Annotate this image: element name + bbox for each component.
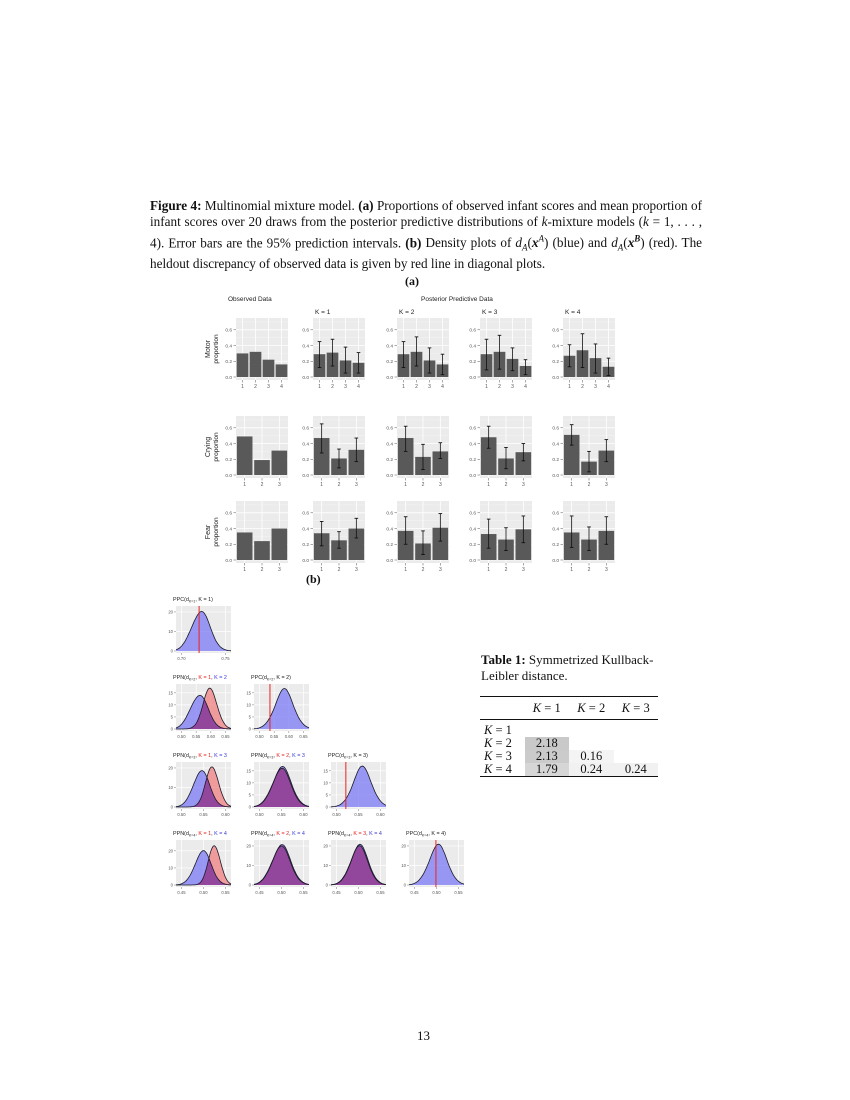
svg-text:0.4: 0.4 bbox=[469, 442, 476, 448]
svg-text:1: 1 bbox=[320, 482, 324, 488]
density-panel-ppn bbox=[246, 753, 309, 817]
caption-b-text: Density plots of $d_A(x^A)$ (blue) and $d_A(x^B)$ (red). The heldout discrepancy of observed data is given by red line in diagonal plots. bbox=[150, 233, 703, 271]
svg-text:0.4: 0.4 bbox=[225, 344, 232, 350]
svg-text:3: 3 bbox=[594, 384, 597, 390]
svg-text:0.2: 0.2 bbox=[225, 458, 232, 464]
svg-text:0.45: 0.45 bbox=[177, 890, 186, 895]
svg-text:0.60: 0.60 bbox=[376, 812, 385, 817]
svg-text:0.4: 0.4 bbox=[386, 344, 393, 350]
svg-text:0.60: 0.60 bbox=[284, 734, 293, 739]
bar-panel bbox=[552, 318, 615, 390]
svg-text:1: 1 bbox=[404, 567, 408, 573]
svg-text:0.6: 0.6 bbox=[552, 511, 559, 517]
svg-text:3: 3 bbox=[438, 567, 442, 573]
table-row bbox=[480, 720, 658, 738]
svg-text:0: 0 bbox=[248, 726, 251, 732]
svg-text:1: 1 bbox=[241, 384, 244, 390]
svg-text:2: 2 bbox=[421, 567, 425, 573]
svg-text:3: 3 bbox=[344, 384, 347, 390]
table-row-label: K = 1 bbox=[484, 723, 512, 737]
k-panel-title: K = 1 bbox=[315, 309, 331, 316]
bar-panel bbox=[386, 318, 449, 390]
svg-text:1: 1 bbox=[568, 384, 571, 390]
svg-text:3: 3 bbox=[521, 482, 525, 488]
bar-panel bbox=[552, 501, 615, 573]
svg-text:0.55: 0.55 bbox=[199, 812, 208, 817]
svg-text:0.2: 0.2 bbox=[386, 360, 393, 366]
svg-text:0.4: 0.4 bbox=[552, 344, 559, 350]
svg-text:1: 1 bbox=[318, 384, 321, 390]
svg-text:0.2: 0.2 bbox=[386, 543, 393, 549]
svg-text:2: 2 bbox=[504, 482, 508, 488]
table-header-row bbox=[480, 697, 658, 720]
svg-text:0.6: 0.6 bbox=[469, 328, 476, 334]
svg-text:0.55: 0.55 bbox=[192, 734, 201, 739]
svg-text:proportion: proportion bbox=[213, 517, 220, 547]
svg-text:0.6: 0.6 bbox=[225, 511, 232, 517]
svg-text:20: 20 bbox=[323, 843, 328, 849]
svg-text:0.4: 0.4 bbox=[386, 527, 393, 533]
svg-text:0.75: 0.75 bbox=[221, 656, 230, 661]
caption-a-label: (a) bbox=[358, 198, 374, 213]
svg-text:1: 1 bbox=[485, 384, 488, 390]
svg-text:0.4: 0.4 bbox=[469, 344, 476, 350]
svg-text:0: 0 bbox=[248, 882, 251, 888]
svg-text:0.50: 0.50 bbox=[332, 812, 341, 817]
table-cell: 2.18 bbox=[525, 737, 570, 750]
svg-text:0.2: 0.2 bbox=[552, 458, 559, 464]
svg-text:proportion: proportion bbox=[213, 432, 220, 462]
svg-text:10: 10 bbox=[246, 702, 251, 708]
bar bbox=[237, 353, 249, 377]
svg-text:2: 2 bbox=[260, 482, 264, 488]
svg-text:0.0: 0.0 bbox=[469, 473, 476, 479]
table-row-label: K = 4 bbox=[484, 762, 512, 776]
svg-text:10: 10 bbox=[401, 862, 406, 868]
svg-text:2: 2 bbox=[581, 384, 584, 390]
svg-text:0.2: 0.2 bbox=[469, 543, 476, 549]
table-title: Symmetrized Kullback-Leibler distance. bbox=[481, 652, 654, 683]
svg-text:0.50: 0.50 bbox=[177, 734, 186, 739]
svg-text:2: 2 bbox=[254, 384, 257, 390]
svg-text:4: 4 bbox=[280, 384, 283, 390]
svg-text:0.4: 0.4 bbox=[225, 442, 232, 448]
svg-text:Crying: Crying bbox=[205, 436, 212, 458]
row-label-crying bbox=[205, 432, 220, 462]
svg-text:0.50: 0.50 bbox=[354, 890, 363, 895]
svg-text:Motor: Motor bbox=[205, 340, 212, 358]
svg-text:0: 0 bbox=[403, 882, 406, 888]
table-cell bbox=[569, 720, 614, 738]
svg-text:0.4: 0.4 bbox=[386, 442, 393, 448]
svg-text:0.0: 0.0 bbox=[386, 375, 393, 381]
svg-text:4: 4 bbox=[357, 384, 360, 390]
kl-distance-table bbox=[480, 696, 658, 777]
svg-text:0.60: 0.60 bbox=[206, 734, 215, 739]
table-label: Table 1: bbox=[481, 652, 526, 667]
svg-text:0.0: 0.0 bbox=[302, 375, 309, 381]
svg-text:0: 0 bbox=[170, 726, 173, 732]
svg-text:3: 3 bbox=[521, 567, 525, 573]
svg-text:2: 2 bbox=[331, 384, 334, 390]
svg-text:0.4: 0.4 bbox=[469, 527, 476, 533]
svg-text:0.6: 0.6 bbox=[469, 511, 476, 517]
svg-text:20: 20 bbox=[168, 609, 173, 615]
svg-text:2: 2 bbox=[260, 567, 264, 573]
svg-text:3: 3 bbox=[438, 482, 442, 488]
density-panel-ppn bbox=[168, 753, 231, 817]
svg-text:0.0: 0.0 bbox=[552, 558, 559, 564]
svg-text:0.50: 0.50 bbox=[432, 890, 441, 895]
svg-text:0.4: 0.4 bbox=[302, 527, 309, 533]
svg-text:20: 20 bbox=[246, 843, 251, 849]
svg-text:0.2: 0.2 bbox=[552, 360, 559, 366]
svg-text:0.50: 0.50 bbox=[177, 812, 186, 817]
svg-text:0.4: 0.4 bbox=[225, 527, 232, 533]
svg-text:0.50: 0.50 bbox=[199, 890, 208, 895]
density-panel-ppn bbox=[246, 831, 309, 895]
table-row bbox=[480, 763, 658, 777]
svg-text:0.6: 0.6 bbox=[386, 511, 393, 517]
density-panel-ppn bbox=[323, 831, 386, 895]
svg-text:0.2: 0.2 bbox=[302, 543, 309, 549]
svg-text:0.50: 0.50 bbox=[255, 734, 264, 739]
svg-text:1: 1 bbox=[404, 482, 408, 488]
svg-text:5: 5 bbox=[248, 792, 251, 798]
svg-text:0.2: 0.2 bbox=[386, 458, 393, 464]
posterior-predictive-title: Posterior Predictive Data bbox=[421, 296, 493, 303]
bar-panel bbox=[552, 416, 615, 488]
svg-text:1: 1 bbox=[570, 482, 574, 488]
svg-text:0.2: 0.2 bbox=[469, 458, 476, 464]
svg-text:0.4: 0.4 bbox=[302, 344, 309, 350]
svg-text:0.0: 0.0 bbox=[552, 375, 559, 381]
table-row-label: K = 3 bbox=[484, 749, 512, 763]
row-label-motor bbox=[205, 334, 220, 364]
density-panel-ppn bbox=[168, 675, 231, 739]
bar bbox=[254, 460, 270, 475]
svg-text:20: 20 bbox=[401, 843, 406, 849]
svg-text:3: 3 bbox=[604, 482, 608, 488]
bar-panel bbox=[469, 416, 532, 488]
svg-text:1: 1 bbox=[487, 482, 491, 488]
svg-text:0.55: 0.55 bbox=[299, 890, 308, 895]
density-panel-title: $PPN(d_{K=3}$, K = 1, K = 3 bbox=[173, 753, 227, 760]
svg-text:0: 0 bbox=[170, 882, 173, 888]
density-panel-title: $PPC(d_{K=3}$, K = 3) bbox=[328, 753, 368, 760]
svg-text:0.0: 0.0 bbox=[469, 375, 476, 381]
svg-text:0.0: 0.0 bbox=[225, 375, 232, 381]
svg-text:0.6: 0.6 bbox=[302, 511, 309, 517]
svg-text:0.2: 0.2 bbox=[225, 543, 232, 549]
svg-text:0.65: 0.65 bbox=[299, 734, 308, 739]
svg-text:10: 10 bbox=[168, 865, 173, 871]
svg-text:0.50: 0.50 bbox=[277, 890, 286, 895]
svg-text:3: 3 bbox=[428, 384, 431, 390]
svg-text:0.45: 0.45 bbox=[332, 890, 341, 895]
svg-text:0.60: 0.60 bbox=[221, 812, 230, 817]
svg-text:0.55: 0.55 bbox=[270, 734, 279, 739]
table-cell bbox=[525, 720, 570, 738]
svg-text:0: 0 bbox=[325, 804, 328, 810]
svg-text:0.6: 0.6 bbox=[469, 426, 476, 432]
svg-text:3: 3 bbox=[511, 384, 514, 390]
table-cell: 2.13 bbox=[525, 750, 570, 763]
bar-panel bbox=[386, 416, 449, 488]
table-cell: 1.79 bbox=[525, 763, 570, 777]
svg-text:0.4: 0.4 bbox=[302, 442, 309, 448]
svg-text:0.55: 0.55 bbox=[454, 890, 463, 895]
svg-text:15: 15 bbox=[323, 768, 328, 774]
caption-a-text: Proportions of observed infant scores and mean proportion of infant scores over 20 draws from the posterior predictive distributions of k-mixture models (k = 1, . . . , 4). Error bars are the 95% prediction intervals. bbox=[150, 198, 703, 250]
svg-text:0.6: 0.6 bbox=[552, 426, 559, 432]
svg-text:0.0: 0.0 bbox=[225, 558, 232, 564]
table-caption bbox=[481, 652, 661, 684]
density-panel-title: $PPC(d_{K=1}$, K = 1) bbox=[173, 597, 213, 604]
svg-text:20: 20 bbox=[168, 765, 173, 771]
svg-text:3: 3 bbox=[604, 567, 608, 573]
subfigure-a-label: (a) bbox=[405, 274, 419, 288]
svg-text:0.0: 0.0 bbox=[302, 473, 309, 479]
svg-text:4: 4 bbox=[441, 384, 444, 390]
svg-text:10: 10 bbox=[246, 862, 251, 868]
svg-text:1: 1 bbox=[320, 567, 324, 573]
density-panel-ppc bbox=[401, 831, 464, 895]
bar bbox=[254, 541, 270, 560]
svg-text:3: 3 bbox=[354, 567, 358, 573]
subfigure-b-label: (b) bbox=[306, 572, 321, 586]
svg-text:1: 1 bbox=[243, 567, 247, 573]
svg-text:2: 2 bbox=[337, 567, 341, 573]
svg-text:0.6: 0.6 bbox=[552, 328, 559, 334]
bar-panel bbox=[302, 501, 365, 573]
svg-text:10: 10 bbox=[168, 784, 173, 790]
svg-text:10: 10 bbox=[323, 780, 328, 786]
svg-text:0.45: 0.45 bbox=[410, 890, 419, 895]
bar bbox=[272, 451, 288, 475]
bar-panel bbox=[386, 501, 449, 573]
density-panel-ppn bbox=[168, 831, 231, 895]
bar bbox=[250, 352, 262, 377]
svg-text:0.0: 0.0 bbox=[469, 558, 476, 564]
density-panel-ppc bbox=[323, 753, 386, 817]
table-col-header: K = 1 bbox=[532, 700, 561, 715]
svg-text:0.65: 0.65 bbox=[221, 734, 230, 739]
svg-text:15: 15 bbox=[168, 690, 173, 696]
bar-panel bbox=[469, 318, 532, 390]
k-panel-title: K = 2 bbox=[399, 309, 415, 316]
svg-text:0.2: 0.2 bbox=[552, 543, 559, 549]
svg-text:0.0: 0.0 bbox=[386, 473, 393, 479]
table-cell bbox=[614, 737, 659, 750]
svg-text:0.55: 0.55 bbox=[354, 812, 363, 817]
svg-text:0.6: 0.6 bbox=[225, 328, 232, 334]
svg-text:3: 3 bbox=[277, 482, 281, 488]
svg-text:10: 10 bbox=[168, 628, 173, 634]
svg-text:0.2: 0.2 bbox=[302, 458, 309, 464]
svg-text:2: 2 bbox=[337, 482, 341, 488]
table-cell: 0.16 bbox=[569, 750, 614, 763]
observed-data-title: Observed Data bbox=[228, 296, 272, 303]
svg-text:0.6: 0.6 bbox=[386, 328, 393, 334]
svg-text:5: 5 bbox=[170, 714, 173, 720]
table-col-header: K = 3 bbox=[621, 700, 650, 715]
svg-text:0.6: 0.6 bbox=[302, 328, 309, 334]
svg-text:20: 20 bbox=[168, 848, 173, 854]
table-col-header: K = 2 bbox=[577, 700, 606, 715]
svg-text:2: 2 bbox=[504, 567, 508, 573]
svg-text:0.0: 0.0 bbox=[225, 473, 232, 479]
table-cell: 0.24 bbox=[569, 763, 614, 777]
svg-text:3: 3 bbox=[354, 482, 358, 488]
bar-panel bbox=[225, 501, 288, 573]
svg-text:2: 2 bbox=[498, 384, 501, 390]
svg-text:3: 3 bbox=[267, 384, 270, 390]
svg-text:0: 0 bbox=[170, 648, 173, 654]
table-cell: 0.24 bbox=[614, 763, 659, 777]
density-panel-title: $PPN(d_{K=2}$, K = 1, K = 2 bbox=[173, 675, 227, 682]
svg-text:0.2: 0.2 bbox=[469, 360, 476, 366]
svg-text:5: 5 bbox=[325, 792, 328, 798]
svg-text:2: 2 bbox=[415, 384, 418, 390]
svg-text:4: 4 bbox=[524, 384, 527, 390]
bar bbox=[272, 529, 288, 560]
bar-panel bbox=[469, 501, 532, 573]
caption-b-label: (b) bbox=[405, 234, 422, 250]
density-panel-title: $PPN(d_{K=4}$, K = 3, K = 4 bbox=[328, 831, 382, 838]
svg-text:0.70: 0.70 bbox=[177, 656, 186, 661]
caption-intro: Multinomial mixture model. bbox=[204, 198, 355, 213]
bar-panel bbox=[225, 318, 288, 390]
svg-text:1: 1 bbox=[402, 384, 405, 390]
svg-text:0: 0 bbox=[248, 804, 251, 810]
svg-text:Fear: Fear bbox=[205, 524, 212, 540]
bar-panel bbox=[225, 416, 288, 488]
svg-text:0.55: 0.55 bbox=[376, 890, 385, 895]
svg-text:0.4: 0.4 bbox=[552, 527, 559, 533]
svg-text:0.55: 0.55 bbox=[277, 812, 286, 817]
svg-text:0.6: 0.6 bbox=[225, 426, 232, 432]
density-panel-title: $PPC(d_{K=4}$, K = 4) bbox=[406, 831, 446, 838]
svg-text:0.55: 0.55 bbox=[221, 890, 230, 895]
svg-text:0.2: 0.2 bbox=[225, 360, 232, 366]
figure-label: Figure 4: bbox=[150, 198, 202, 213]
svg-text:0.2: 0.2 bbox=[302, 360, 309, 366]
svg-text:0: 0 bbox=[325, 882, 328, 888]
bar bbox=[263, 360, 275, 377]
svg-text:0.6: 0.6 bbox=[302, 426, 309, 432]
bar bbox=[237, 532, 253, 560]
svg-text:10: 10 bbox=[246, 780, 251, 786]
density-panel-title: $PPN(d_{K=3}$, K = 2, K = 3 bbox=[251, 753, 305, 760]
svg-text:0.0: 0.0 bbox=[552, 473, 559, 479]
svg-text:0.60: 0.60 bbox=[299, 812, 308, 817]
svg-text:0.50: 0.50 bbox=[255, 812, 264, 817]
svg-text:4: 4 bbox=[607, 384, 610, 390]
table-cell bbox=[614, 720, 659, 738]
table-corner-cell bbox=[480, 697, 525, 720]
table-row-label: K = 2 bbox=[484, 736, 512, 750]
svg-text:1: 1 bbox=[487, 567, 491, 573]
svg-text:15: 15 bbox=[246, 768, 251, 774]
density-panel-title: $PPN(d_{K=4}$, K = 1, K = 4 bbox=[173, 831, 227, 838]
svg-text:0.0: 0.0 bbox=[302, 558, 309, 564]
density-panel-title: $PPN(d_{K=4}$, K = 2, K = 4 bbox=[251, 831, 305, 838]
k-panel-title: K = 3 bbox=[482, 309, 498, 316]
bar-panel bbox=[302, 416, 365, 488]
svg-text:2: 2 bbox=[587, 482, 591, 488]
svg-text:10: 10 bbox=[168, 702, 173, 708]
k-panel-title: K = 4 bbox=[565, 309, 581, 316]
page-number: 13 bbox=[417, 1028, 430, 1043]
density-panel-ppc bbox=[168, 597, 231, 661]
svg-text:2: 2 bbox=[421, 482, 425, 488]
svg-text:0.45: 0.45 bbox=[255, 890, 264, 895]
svg-text:15: 15 bbox=[246, 690, 251, 696]
svg-text:1: 1 bbox=[570, 567, 574, 573]
svg-text:0.6: 0.6 bbox=[386, 426, 393, 432]
svg-text:1: 1 bbox=[243, 482, 247, 488]
bar-panel bbox=[302, 318, 365, 390]
svg-text:5: 5 bbox=[248, 714, 251, 720]
svg-text:0.4: 0.4 bbox=[552, 442, 559, 448]
svg-text:proportion: proportion bbox=[213, 334, 220, 364]
bar bbox=[276, 364, 288, 377]
svg-text:10: 10 bbox=[323, 862, 328, 868]
row-label-fear bbox=[205, 517, 220, 547]
density-panel-ppc bbox=[246, 675, 309, 739]
svg-text:0: 0 bbox=[170, 804, 173, 810]
svg-text:2: 2 bbox=[587, 567, 591, 573]
svg-text:3: 3 bbox=[277, 567, 281, 573]
bar bbox=[237, 436, 253, 475]
density-panel-title: $PPC(d_{K=2}$, K = 2) bbox=[251, 675, 291, 682]
svg-text:0.0: 0.0 bbox=[386, 558, 393, 564]
